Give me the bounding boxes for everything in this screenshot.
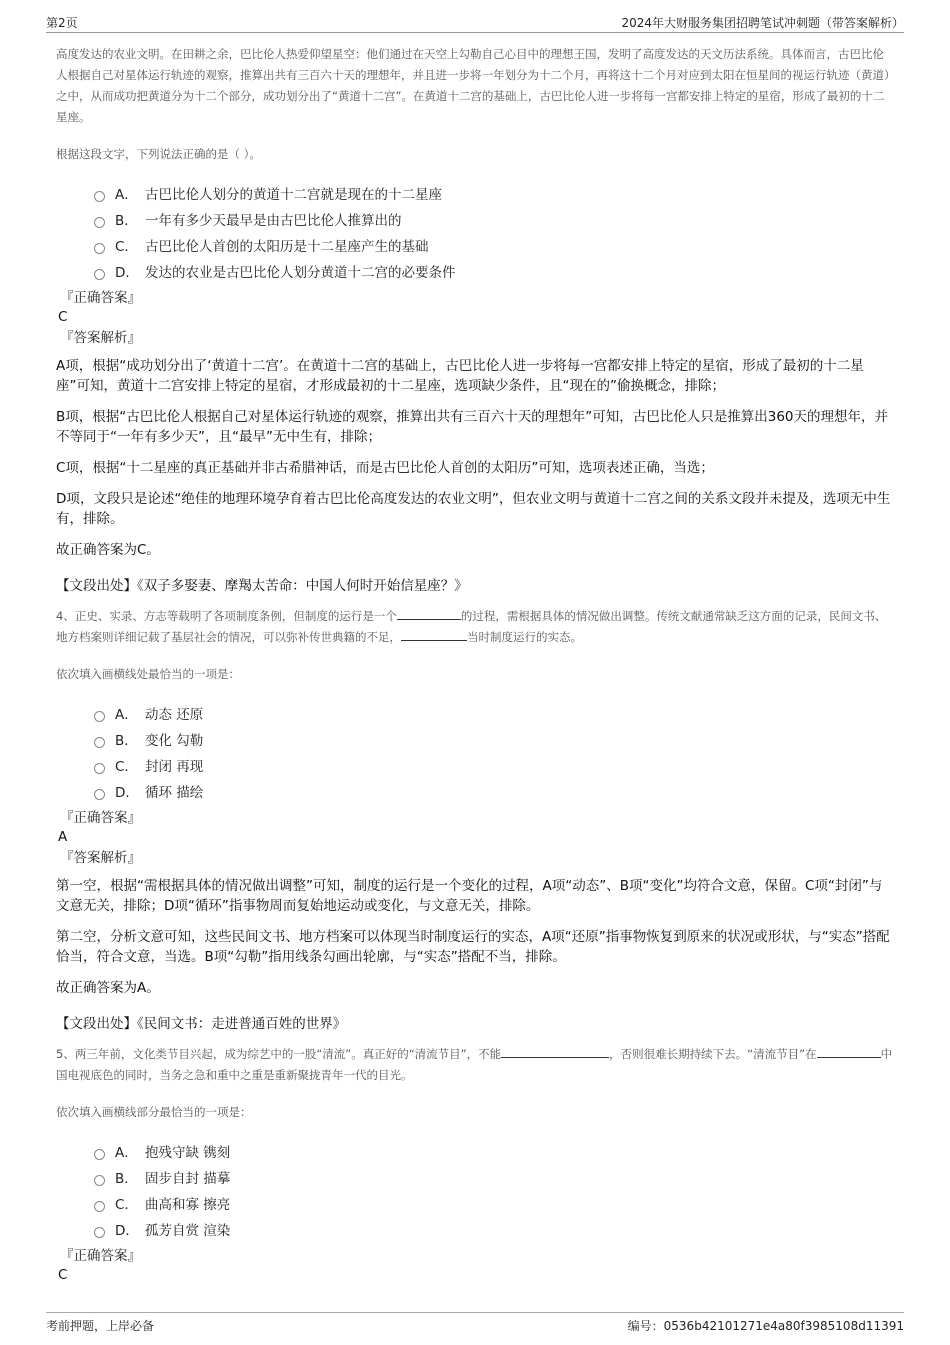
radio-icon[interactable] [94, 1227, 105, 1238]
q5-prompt: 依次填入画横线部分最恰当的一项是： [56, 1105, 252, 1119]
q3-options [56, 180, 894, 284]
q5-option-b[interactable]: B． 固步自封 描摹 [94, 1164, 894, 1190]
radio-icon[interactable] [94, 217, 105, 228]
radio-icon[interactable] [94, 1201, 105, 1212]
radio-icon[interactable] [94, 763, 105, 774]
q4-answer: A [58, 829, 68, 845]
q5-options [56, 1138, 894, 1242]
q4-analysis-label: 『答案解析』 [60, 850, 141, 866]
page-footer [46, 1312, 904, 1337]
document-title: 2024年大财服务集团招聘笔试冲刺题（带答案解析） [621, 16, 904, 30]
radio-icon[interactable] [94, 243, 105, 254]
q5-blank-1 [501, 1045, 609, 1058]
q3-explanation-d: D项，文段只是论述“绝佳的地理环境孕育着古巴比伦高度发达的农业文明”，但农业文明与黄道十二宫之间的关系文段并未提及，选项无中生有，排除。 [56, 491, 891, 527]
q5-option-c[interactable]: C． 曲高和寡 擦亮 [94, 1190, 894, 1216]
q3-prompt: 根据这段文字，下列说法正确的是（ ）。 [56, 147, 261, 161]
radio-icon[interactable] [94, 789, 105, 800]
q3-option-c[interactable]: C． 古巴比伦人首创的太阳历是十二星座产生的基础 [94, 232, 894, 258]
q4-explanation-2: 第二空，分析文意可知，这些民间文书、地方档案可以体现当时制度运行的实态，A项“还原”指事物恢复到原来的状况或形状，与“实态”搭配恰当，符合文意，当选。B项“勾勒”指用线条勾画出轮廓，与“实态”搭配不当，排除。 [56, 929, 890, 965]
q3-option-a[interactable]: A． 古巴比伦人划分的黄道十二宫就是现在的十二星座 [94, 180, 894, 206]
radio-icon[interactable] [94, 711, 105, 722]
page-header [46, 12, 904, 33]
q3-option-b[interactable]: B． 一年有多少天最早是由古巴比伦人推算出的 [94, 206, 894, 232]
q3-explanation-a: A项，根据“成功划分出了‘黄道十二宫’。在黄道十二宫的基础上，古巴比伦人进一步将每一宫都安排上特定的星宿，形成了最初的十二星座”可知，黄道十二宫安排上特定的星宿，才形成最初的十二星座，选项缺少条件，且“现在的”偷换概念，排除； [56, 358, 864, 394]
q3-explanation-b: B项，根据“古巴比伦人根据自己对星体运行轨迹的观察，推算出共有三百六十天的理想年”可知，古巴比伦人只是推算出360天的理想年，并不等同于“一年有多少天”，且“最早”无中生有，排除； [56, 409, 889, 445]
q5-blank-2 [817, 1045, 881, 1058]
q3-analysis-label: 『答案解析』 [60, 330, 141, 346]
document-body [56, 44, 894, 1284]
q4-option-d[interactable]: D． 循环 描绘 [94, 778, 894, 804]
q4-explanation-1: 第一空，根据“需根据具体的情况做出调整”可知，制度的运行是一个变化的过程，A项“动态”、B项“变化”均符合文意，保留。C项“封闭”与文意无关，排除；D项“循环”指事物周而复始地运动或变化，与文意无关，排除。 [56, 878, 883, 914]
radio-icon[interactable] [94, 269, 105, 280]
document-id: 编号：0536b42101271e4a80f3985108d11391 [627, 1319, 904, 1333]
q5-answer-label: 『正确答案』 [60, 1248, 141, 1264]
q3-conclusion: 故正确答案为C。 [56, 542, 160, 558]
q4-option-c[interactable]: C． 封闭 再现 [94, 752, 894, 778]
radio-icon[interactable] [94, 737, 105, 748]
q4-blank-2 [401, 628, 467, 641]
radio-icon[interactable] [94, 1175, 105, 1186]
q5-option-d[interactable]: D． 孤芳自赏 渲染 [94, 1216, 894, 1242]
q4-options [56, 700, 894, 804]
q4-answer-label: 『正确答案』 [60, 810, 141, 826]
q3-explanation-c: C项，根据“十二星座的真正基础并非古希腊神话，而是古巴比伦人首创的太阳历”可知，选项表述正确，当选； [56, 460, 714, 476]
q3-passage: 高度发达的农业文明。在田耕之余，巴比伦人热爱仰望星空：他们通过在天空上勾勒自己心目中的理想王国，发明了高度发达的天文历法系统。具体而言，古巴比伦人根据自己对星体运行轨迹的观察，推算出共有三百六十天的理想年，并且进一步将一年划分为十二个月，再将这十二个月对应到太阳在恒星间的视运行轨迹（黄道）之中，从而成功把黄道分为十二个部分，成功划分出了“黄道十二宫”。在黄道十二宫的基础上，古巴比伦人进一步将每一宫都安排上特定的星宿，形成了最初的十二星座。 [56, 47, 890, 124]
q5-option-a[interactable]: A． 抱残守缺 镌刻 [94, 1138, 894, 1164]
footer-slogan: 考前押题，上岸必备 [46, 1319, 155, 1333]
q5-answer: C [58, 1267, 68, 1283]
q3-option-d[interactable]: D． 发达的农业是古巴比伦人划分黄道十二宫的必要条件 [94, 258, 894, 284]
q4-option-a[interactable]: A． 动态 还原 [94, 700, 894, 726]
q4-source: 【文段出处】《民间文书：走进普通百姓的世界》 [56, 1016, 347, 1032]
q3-source: 【文段出处】《双子多娶妻、摩羯太苦命：中国人何时开始信星座？》 [56, 578, 468, 594]
q5-stem: 5、两三年前，文化类节目兴起，成为综艺中的一股“清流”。真正好的“清流节目”，不能 ，否则很难长期持续下去。“清流节目”在 中国电视底色的同时，当务之急和重中之重是重新聚拢青年一代的目光。 [56, 1047, 893, 1082]
q4-prompt: 依次填入画横线处最恰当的一项是： [56, 667, 240, 681]
q4-option-b[interactable]: B． 变化 勾勒 [94, 726, 894, 752]
radio-icon[interactable] [94, 1149, 105, 1160]
q4-stem: 4、正史、实录、方志等载明了各项制度条例，但制度的运行是一个 的过程，需根据具体的情况做出调整。传统文献通常缺乏这方面的记录，民间文书、地方档案则详细记载了基层社会的情况，可以弥补传世典籍的不足， 当时制度运行的实态。 [56, 609, 887, 644]
radio-icon[interactable] [94, 191, 105, 202]
q3-answer-label: 『正确答案』 [60, 290, 141, 306]
page-number: 第2页 [46, 16, 78, 30]
q4-conclusion: 故正确答案为A。 [56, 980, 160, 996]
q3-answer: C [58, 309, 68, 325]
q4-blank-1 [397, 607, 461, 620]
